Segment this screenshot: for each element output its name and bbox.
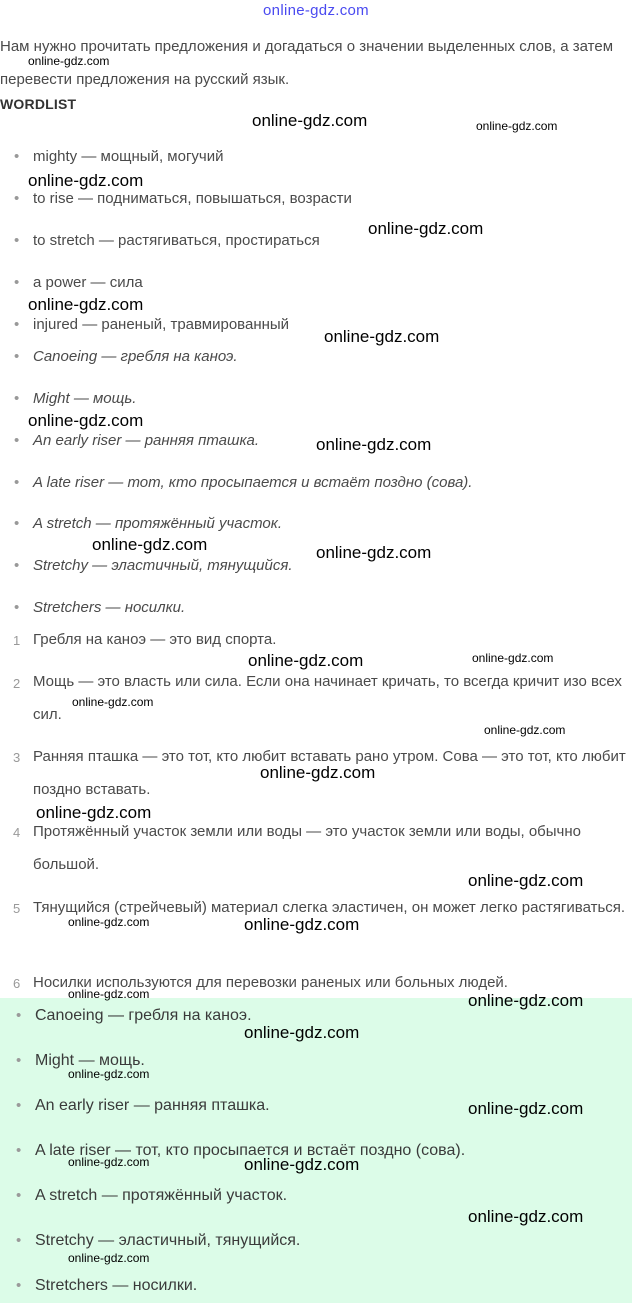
watermark: online-gdz.com	[68, 987, 150, 1001]
watermark: online-gdz.com	[468, 1099, 584, 1118]
numbered-sentence: Ранняя пташка — это тот, кто любит вставать рано утром. Сова — это тот, кто любит поздно вставать.	[33, 748, 626, 798]
watermark: online-gdz.com	[252, 111, 368, 130]
bullet-icon: •	[14, 316, 20, 333]
watermark: online-gdz.com	[28, 295, 144, 314]
item-number: 6	[13, 976, 21, 991]
bullet-icon: •	[14, 390, 20, 407]
watermark: online-gdz.com	[244, 1155, 360, 1174]
numbered-sentence: Тянущийся (стрейчевый) материал слегка эластичен, он может легко растягиваться.	[33, 899, 626, 916]
bullet-icon: •	[16, 1187, 22, 1204]
watermark: online-gdz.com	[68, 1067, 150, 1081]
item-number: 2	[13, 676, 21, 691]
bullet-icon: •	[14, 148, 20, 165]
watermark: online-gdz.com	[244, 1023, 360, 1042]
watermark: online-gdz.com	[68, 1251, 150, 1265]
item-number: 3	[13, 750, 21, 765]
watermark: online-gdz.com	[468, 991, 584, 1010]
watermark: online-gdz.com	[316, 435, 432, 454]
wordlist-title: WORDLIST	[0, 96, 77, 112]
bullet-icon: •	[14, 232, 20, 249]
watermark: online-gdz.com	[36, 803, 152, 822]
watermark: online-gdz.com	[248, 651, 364, 670]
watermark: online-gdz.com	[260, 763, 376, 782]
bullet-icon: •	[16, 1097, 22, 1114]
bullet-icon: •	[14, 474, 20, 491]
bullet-icon: •	[14, 515, 20, 532]
bullet-icon: •	[14, 599, 20, 616]
watermark: online-gdz.com	[316, 543, 432, 562]
watermark: online-gdz.com	[28, 171, 144, 190]
watermark: online-gdz.com	[28, 411, 144, 430]
bullet-icon: •	[16, 1232, 22, 1249]
watermark: online-gdz.com	[484, 723, 566, 737]
watermark: online-gdz.com	[92, 535, 208, 554]
watermark: online-gdz.com	[244, 915, 360, 934]
numbered-sentence: Мощь — это власть или сила. Если она начинает кричать, то всегда кричит изо всех сил.	[33, 673, 622, 723]
watermark: online-gdz.com	[472, 651, 554, 665]
site-header-link[interactable]: online-gdz.com	[263, 2, 369, 19]
bullet-icon: •	[14, 432, 20, 449]
watermark: online-gdz.com	[368, 219, 484, 238]
item-number: 1	[13, 633, 21, 648]
watermark: online-gdz.com	[468, 1207, 584, 1226]
watermark: online-gdz.com	[28, 54, 110, 68]
watermark: online-gdz.com	[72, 695, 154, 709]
watermark: online-gdz.com	[68, 915, 150, 929]
bullet-icon: •	[14, 348, 20, 365]
item-number: 5	[13, 901, 21, 916]
bullet-icon: •	[16, 1277, 22, 1294]
watermark: online-gdz.com	[68, 1155, 150, 1169]
bullet-icon: •	[14, 557, 20, 574]
watermark: online-gdz.com	[324, 327, 440, 346]
item-number: 4	[13, 825, 21, 840]
numbered-sentence: Гребля на каноэ — это вид спорта.	[33, 631, 277, 648]
bullet-icon: •	[16, 1052, 22, 1069]
numbered-sentence: Протяжённый участок земли или воды — это участок земли или воды, обычно большой.	[33, 823, 581, 873]
watermark: online-gdz.com	[476, 119, 558, 133]
watermark: online-gdz.com	[468, 871, 584, 890]
bullet-icon: •	[16, 1007, 22, 1024]
numbered-sentence: Носилки используются для перевозки раненых или больных людей.	[33, 974, 508, 991]
bullet-icon: •	[16, 1142, 22, 1159]
bullet-icon: •	[14, 274, 20, 291]
intro-text: Нам нужно прочитать предложения и догадаться о значении выделенных слов, а затем перевести предложения на русский язык.	[0, 38, 614, 88]
bullet-icon: •	[14, 190, 20, 207]
